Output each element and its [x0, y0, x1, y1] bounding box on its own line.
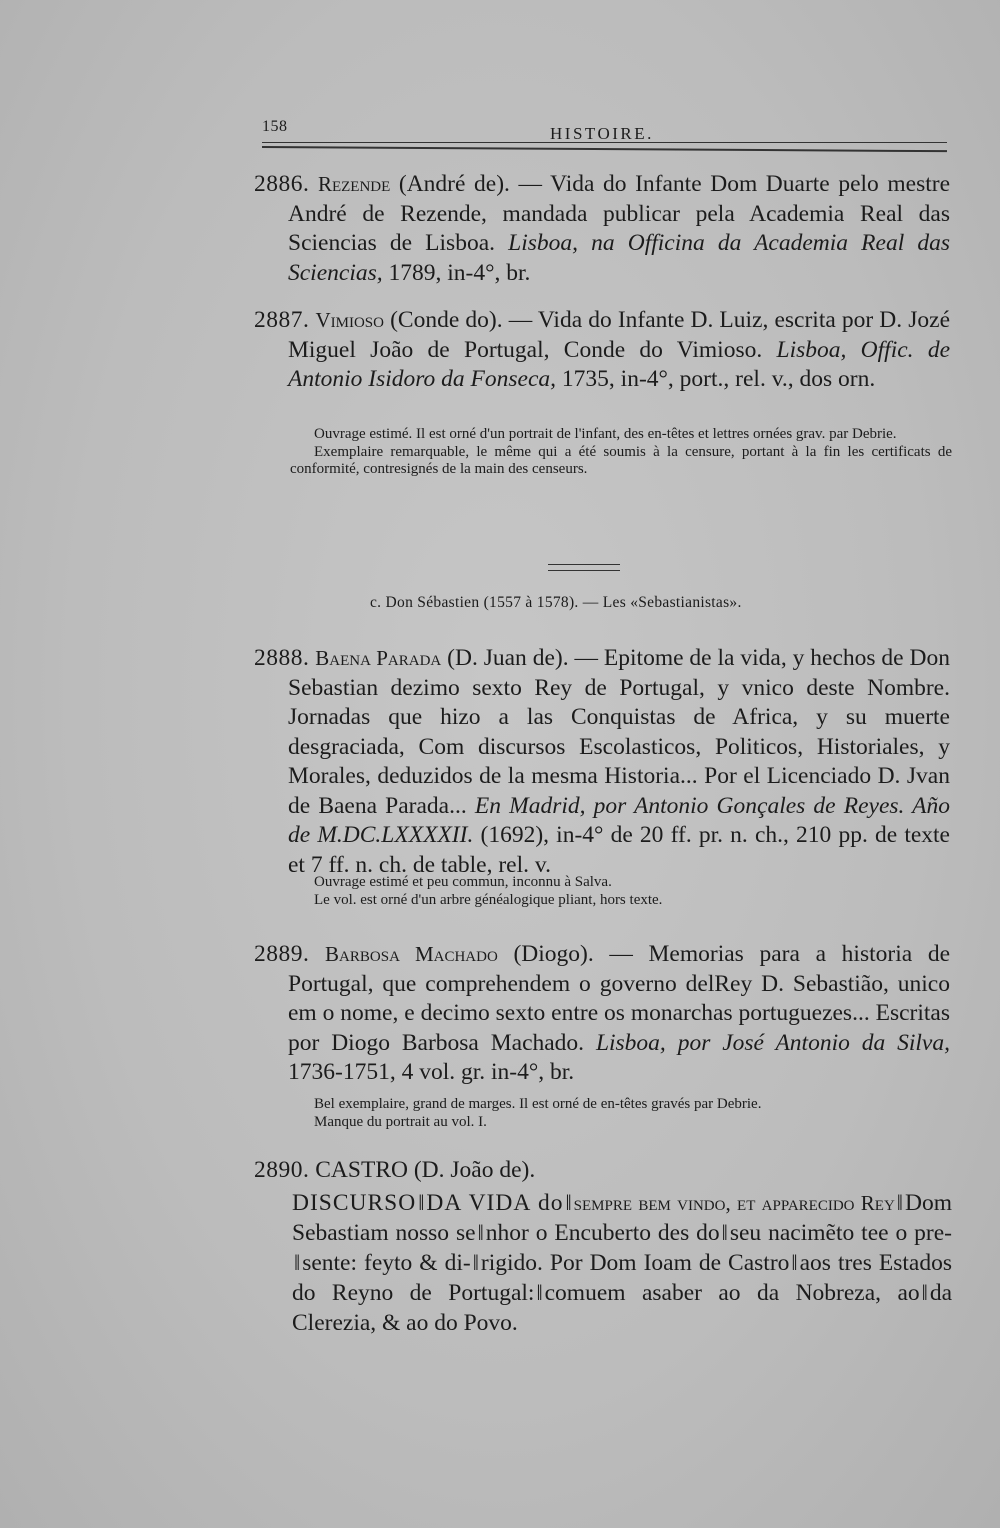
- entry-2887: [254, 306, 951, 395]
- title-part: rigido. Por Dom Ioam de Castro: [480, 1250, 790, 1276]
- entry-author: Vimioso: [315, 308, 384, 332]
- note-line: Manque du portrait au vol. I.: [314, 1113, 487, 1130]
- note-line: Bel exemplaire, grand de marges. Il est orné de en-têtes gravés par Debrie.: [314, 1096, 762, 1112]
- title-part: DA VIDA do: [426, 1190, 564, 1216]
- line-separator: ‖: [896, 1190, 903, 1215]
- line-separator: ‖: [472, 1250, 479, 1275]
- entry-imprint-italic: Lisboa, por José Antonio da Silva,: [595, 1029, 950, 1056]
- page-header: [262, 118, 952, 158]
- line-separator: ‖: [294, 1250, 301, 1275]
- running-head: HISTOIRE.: [550, 124, 654, 143]
- entry-2887-notes: [290, 426, 952, 479]
- note-line: Ouvrage estimé et peu commun, inconnu à Salva.: [314, 874, 612, 890]
- entry-imprint: (1692), in-4° de 20 ff. pr. n. ch., 210 pp. de texte et 7 ff. n. ch. de table, rel. v.: [288, 822, 950, 878]
- entry-number: 2890.: [254, 1157, 310, 1183]
- entry-imprint: 1789, in-4°, br.: [382, 259, 531, 286]
- entry-title: — Epitome de la vida, y hechos de Don Sebastian dezimo sexto Rey de Portugal, y vnico deste Nombre. Jornadas que hizo a las Conquistas de Africa, y su muerte desgraciada, Com discursos Escolasticos, Politicos, Historiales, y Morales, deduzidos de la mesma Historia... Por el Licenciado D. Jvan de Baena Parada...: [288, 645, 950, 819]
- title-part: nhor o Encuberto des do: [485, 1220, 720, 1246]
- entry-author-rest: (D. João de).: [407, 1157, 536, 1183]
- header-rule-thick: [262, 146, 947, 152]
- title-part: comuem asaber ao da Nobreza, ao: [544, 1280, 920, 1306]
- entry-number: 2886.: [254, 171, 310, 197]
- title-part: da Clerezia, & ao do Povo.: [292, 1280, 952, 1336]
- entry-number: 2888.: [254, 645, 310, 671]
- line-separator: ‖: [418, 1190, 425, 1215]
- entry-author: CASTRO: [315, 1157, 408, 1183]
- entry-2889: [254, 940, 950, 1088]
- entry-2889-notes: [290, 1096, 952, 1131]
- page-number: 158: [262, 118, 288, 135]
- header-rule: [262, 142, 947, 143]
- title-part: sente: feyto & di-: [302, 1250, 471, 1276]
- title-part: sempre bem vindo, et apparecido Rey: [573, 1191, 895, 1215]
- note-line: Le vol. est orné d'un arbre généalogique pliant, hors texte.: [314, 891, 663, 908]
- title-part: aos tres Estados do Reyno de Portugal:: [292, 1250, 952, 1306]
- entry-2886: [254, 170, 951, 288]
- section-divider: [548, 564, 620, 571]
- line-separator: ‖: [791, 1250, 798, 1275]
- entry-2888-notes: [290, 874, 952, 909]
- entry-2888: [254, 644, 950, 880]
- entry-author-rest: (André de).: [390, 171, 510, 197]
- line-separator: ‖: [477, 1220, 484, 1245]
- entry-title: — Vida do Infante D. Luiz, escrita por D. Jozé Miguel João de Portugal, Conde do Vimioso.: [288, 307, 951, 363]
- entry-number: 2889.: [254, 941, 310, 967]
- entry-number: 2887.: [254, 307, 310, 333]
- section-heading: c. Don Sébastien (1557 à 1578). — Les «Sebastianistas».: [370, 594, 742, 611]
- line-separator: ‖: [536, 1280, 543, 1305]
- line-separator: ‖: [921, 1280, 928, 1305]
- entry-imprint-italic: Lisboa, na Officina da Academia Real das Sciencias,: [288, 230, 950, 286]
- entry-author-rest: (Diogo).: [497, 941, 594, 967]
- note-line: Exemplaire remarquable, le même qui a été soumis à la censure, portant à la fin les certificats de conformité, contresignés de la main des censeurs.: [290, 443, 952, 477]
- entry-author: Barbosa Machado: [325, 942, 498, 966]
- entry-2890: [254, 1156, 950, 1186]
- entry-title: — Memorias para a historia de Portugal, que comprehendem o governo delRey D. Sebastião, unico em o nome, e decimo sexto entre os monarchas portuguezes... Escritas por Diogo Barbosa Machado.: [288, 941, 950, 1056]
- entry-2890-title: [262, 1188, 952, 1338]
- title-part: DISCURSO: [292, 1190, 417, 1216]
- entry-imprint: 1735, in-4°, port., rel. v., dos orn.: [556, 366, 876, 392]
- entry-title: — Vida do Infante Dom Duarte pelo mestre André de Rezende, mandada publicar pela Academia Real das Sciencias de Lisboa.: [288, 171, 951, 256]
- line-separator: ‖: [721, 1220, 728, 1245]
- title-part: Dom Sebastiam nosso se: [292, 1190, 952, 1246]
- entry-author-rest: (Conde do).: [384, 307, 503, 333]
- entry-author: Baena Parada: [315, 646, 442, 670]
- note-line: Ouvrage estimé. Il est orné d'un portrait de l'infant, des en-têtes et lettres ornées grav. par Debrie.: [314, 426, 897, 442]
- title-part: seu nacimẽto tee o pre-: [729, 1220, 952, 1246]
- line-separator: ‖: [565, 1190, 572, 1215]
- entry-imprint-italic: En Madrid, por Antonio Gonçales de Reyes. Año de M.DC.LXXXXII.: [288, 792, 950, 848]
- entry-imprint: 1736-1751, 4 vol. gr. in-4°, br.: [288, 1059, 575, 1085]
- entry-author-rest: (D. Juan de).: [441, 645, 569, 671]
- entry-author: Rezende: [317, 172, 391, 196]
- entry-imprint-italic: Lisboa, Offic. de Antonio Isidoro da Fonseca,: [288, 336, 951, 392]
